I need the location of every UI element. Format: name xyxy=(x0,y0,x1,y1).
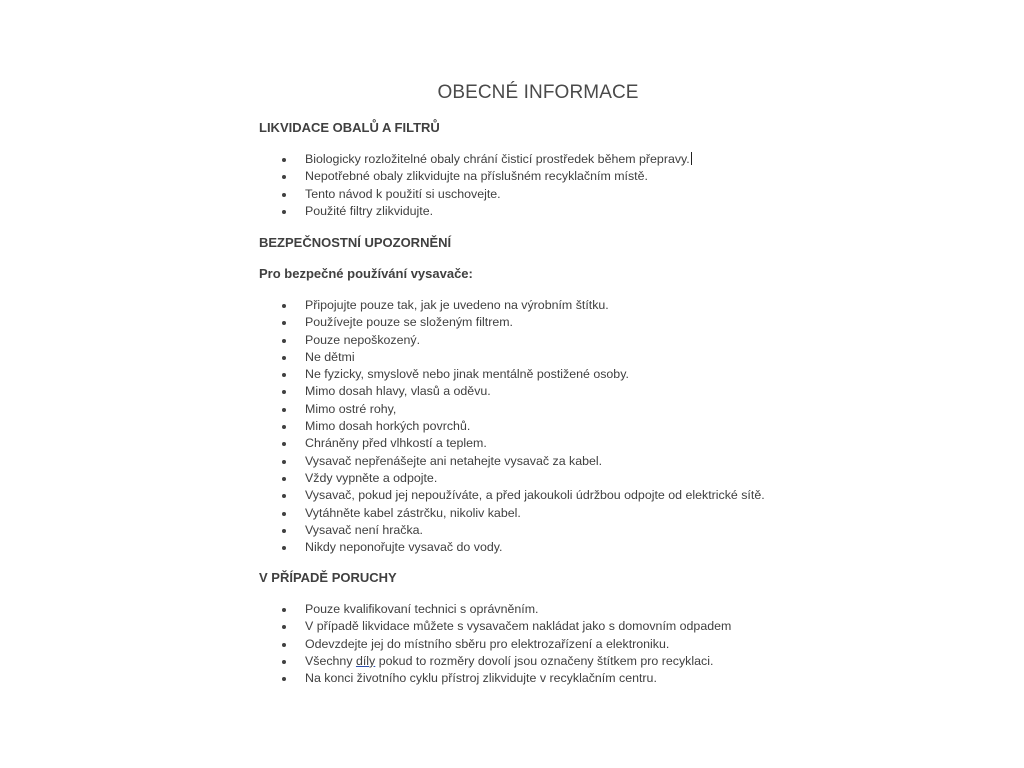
list-item xyxy=(281,453,765,470)
list-item xyxy=(281,203,692,220)
list-item-text: Vysavač nepřenášejte ani netahejte vysavač za kabel. xyxy=(305,453,603,468)
list-item-text: Odevzdejte jej do místního sběru pro elektrozařízení a elektroniku. xyxy=(305,636,670,651)
list-item-text-after: pokud to rozměry dovolí jsou označeny štítkem pro recyklaci. xyxy=(375,653,714,668)
list-item-text: Ne fyzicky, smyslově nebo jinak mentálně postižené osoby. xyxy=(305,367,629,382)
list-item-text: Připojujte pouze tak, jak je uvedeno na výrobním štítku. xyxy=(305,298,609,312)
list-item-text: Nepotřebné obaly zlikvidujte na příslušném recyklačním místě. xyxy=(305,169,648,184)
list-item xyxy=(281,653,731,670)
list-item-text: Mimo dosah horkých povrchů. xyxy=(305,419,471,434)
safety-list xyxy=(281,297,765,556)
list-item xyxy=(281,505,765,522)
list-item xyxy=(281,670,731,687)
list-item-text: Nikdy neponořujte vysavač do vody. xyxy=(305,540,503,555)
list-item-text: V případě likvidace můžete s vysavačem nakládat jako s domovním odpadem xyxy=(305,619,732,634)
list-item xyxy=(281,366,765,383)
list-item xyxy=(281,332,765,349)
list-item-text: Mimo ostré rohy, xyxy=(305,401,397,416)
section-heading-safety: BEZPEČNOSTNÍ UPOZORNĚNÍ xyxy=(259,235,452,250)
list-item-text: Vždy vypněte a odpojte. xyxy=(305,470,438,485)
list-item-text: Vysavač, pokud jej nepoužíváte, a před jakoukoli údržbou odpojte od elektrické sítě. xyxy=(305,488,765,503)
text-cursor xyxy=(691,152,692,165)
list-item xyxy=(281,168,692,185)
list-item xyxy=(281,487,765,504)
list-item xyxy=(281,636,731,653)
list-item-text: Pouze nepoškozený. xyxy=(305,332,421,347)
list-item-text: Mimo dosah hlavy, vlasů a oděvu. xyxy=(305,384,491,399)
list-item xyxy=(281,522,765,539)
disposal-list xyxy=(281,151,692,220)
list-item-text-before: Všechny xyxy=(305,653,356,668)
list-item-text: Vytáhněte kabel zástrčku, nikoliv kabel. xyxy=(305,505,521,520)
list-item xyxy=(281,539,765,556)
document-title: OBECNÉ INFORMACE xyxy=(437,82,639,103)
list-item xyxy=(281,297,765,314)
list-item xyxy=(281,401,765,418)
list-item xyxy=(281,186,692,203)
list-item xyxy=(281,383,765,400)
list-item-text: Pouze kvalifikovaní technici s oprávněním. xyxy=(305,602,539,616)
list-item-text: Ne dětmi xyxy=(305,349,355,364)
list-item xyxy=(281,349,765,366)
list-item-text: Tento návod k použití si uschovejte. xyxy=(305,186,501,201)
list-item xyxy=(281,151,692,168)
list-item xyxy=(281,470,765,487)
list-item xyxy=(281,601,731,618)
section-heading-malfunction: V PŘÍPADĚ PORUCHY xyxy=(259,570,397,585)
list-item xyxy=(281,435,765,452)
underlined-word: díly xyxy=(355,653,376,668)
list-item xyxy=(281,314,765,331)
list-item-text: Používejte pouze se složeným filtrem. xyxy=(305,315,513,330)
list-item-text: Biologicky rozložitelné obaly chrání čisticí prostředek během přepravy. xyxy=(305,152,690,166)
list-item-text: Chráněny před vlhkostí a teplem. xyxy=(305,436,487,451)
list-item-text: Na konci životního cyklu přístroj zlikvidujte v recyklačním centru. xyxy=(305,671,657,686)
section-heading-disposal: LIKVIDACE OBALŮ A FILTRŮ xyxy=(259,120,440,135)
malfunction-list xyxy=(281,601,731,687)
list-item-text: Vysavač není hračka. xyxy=(305,522,424,537)
list-item xyxy=(281,618,731,635)
list-item xyxy=(281,418,765,435)
section-subheading-safety: Pro bezpečné používání vysavače: xyxy=(259,266,473,281)
list-item-text: Použité filtry zlikvidujte. xyxy=(305,203,434,218)
